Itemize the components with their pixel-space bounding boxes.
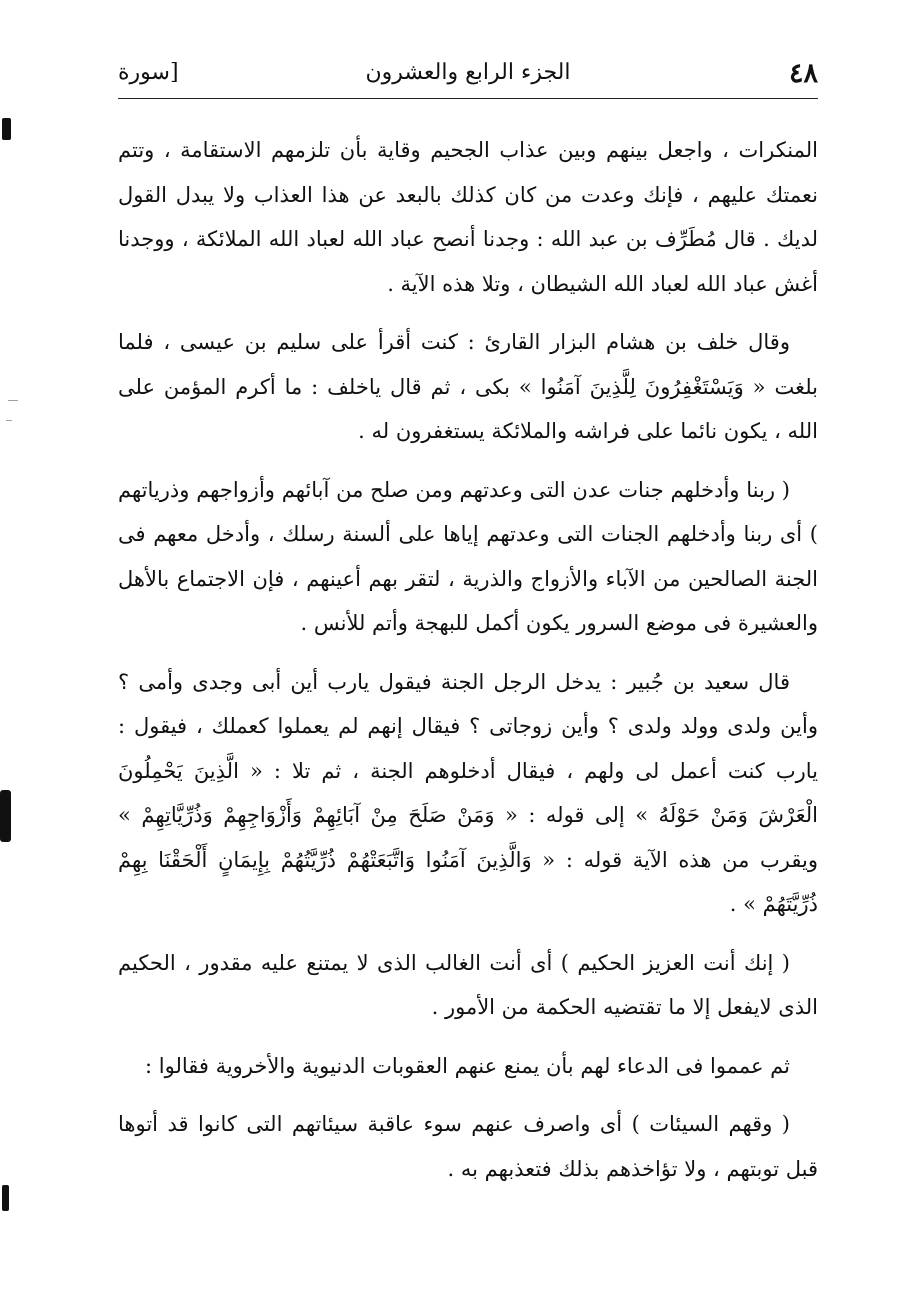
paragraph: المنكرات ، واجعل بينهم وبين عذاب الجحيم وقاية بأن تلزمهم الاستقامة ، وتتم نعمتك عليهم ، فإنك وعدت من كان كذلك بالبعد عن هذا العذاب ولا يبدل القول لديك . قال مُطَرِّف بن عبد الله : وجدنا أنصح عباد الله لعباد الله الملائكة ، ووجدنا أغش عباد الله لعباد الله الشيطان ، وتلا هذه الآية . <box>118 138 818 296</box>
paragraph: ( إنك أنت العزيز الحكيم ) أى أنت الغالب الذى لا يمتنع عليه مقدور ، الحكيم الذى لايفعل إلا ما تقتضيه الحكمة من الأمور . <box>118 950 818 1019</box>
scan-speck <box>6 420 12 421</box>
surah-label: [سورة <box>118 60 179 85</box>
scan-speck <box>8 400 18 401</box>
paragraph: ثم عمموا فى الدعاء لهم بأن يمنع عنهم العقوبات الدنيوية والأخروية فقالوا : <box>145 1053 790 1078</box>
scan-speck <box>0 790 11 842</box>
paragraph: وقال خلف بن هشام البزار القارئ : كنت أقرأ على سليم بن عيسى ، فلما بلغت « وَيَسْتَغْفِرُونَ لِلَّذِينَ آمَنُوا » بكى ، ثم قال ياخلف : ما أكرم المؤمن على الله ، يكون نائما على فراشه والملائكة يستغفرون له . <box>118 330 818 443</box>
page-header <box>118 56 818 96</box>
paragraph: قال سعيد بن جُبير : يدخل الرجل الجنة فيقول يارب أين أبى وجدى وأمى ؟ وأين ولدى وولد ولدى ؟ وأين زوجاتى ؟ فيقال إنهم لم يعملوا كعملك ، فيقول : يارب كنت أعمل لى ولهم ، فيقال أدخلوهم الجنة ، ثم تلا : « الَّذِينَ يَحْمِلُونَ الْعَرْشَ وَمَنْ حَوْلَهُ » إلى قوله : « وَمَنْ صَلَحَ مِنْ آبَائِهِمْ وَأَزْوَاجِهِمْ وَذُرِّيَّاتِهِمْ » ويقرب من هذه الآية قوله : « وَالَّذِينَ آمَنُوا وَاتَّبَعَتْهُمْ ذُرِّيَّتُهُمْ بِإِيمَانٍ أَلْحَقْنَا بِهِمْ ذُرِّيَّتَهُمْ » . <box>118 669 818 916</box>
header-divider <box>118 98 818 99</box>
paragraph: ( ربنا وأدخلهم جنات عدن التى وعدتهم ومن صلح من آبائهم وأزواجهم وذرياتهم ) أى ربنا وأدخلهم الجنات التى وعدتهم إياها على ألسنة رسلك ، وأدخل معهم فى الجنة الصالحين من الآباء والأزواج والذرية ، لتقر بهم أعينهم ، فإن الاجتماع بالأهل والعشيرة فى موضع السرور يكون أكمل للبهجة وأتم للأنس . <box>118 477 818 635</box>
running-title: الجزء الرابع والعشرون <box>365 60 571 85</box>
scan-speck <box>2 118 11 140</box>
scan-speck <box>2 1185 9 1211</box>
page-body <box>118 128 818 1205</box>
page-number: ٤٨ <box>788 58 818 89</box>
paragraph: ( وقهم السيئات ) أى واصرف عنهم سوء عاقبة سيئاتهم التى كانوا قد أتوها قبل توبتهم ، ولا تؤاخذهم بذلك فتعذبهم به . <box>118 1112 818 1181</box>
